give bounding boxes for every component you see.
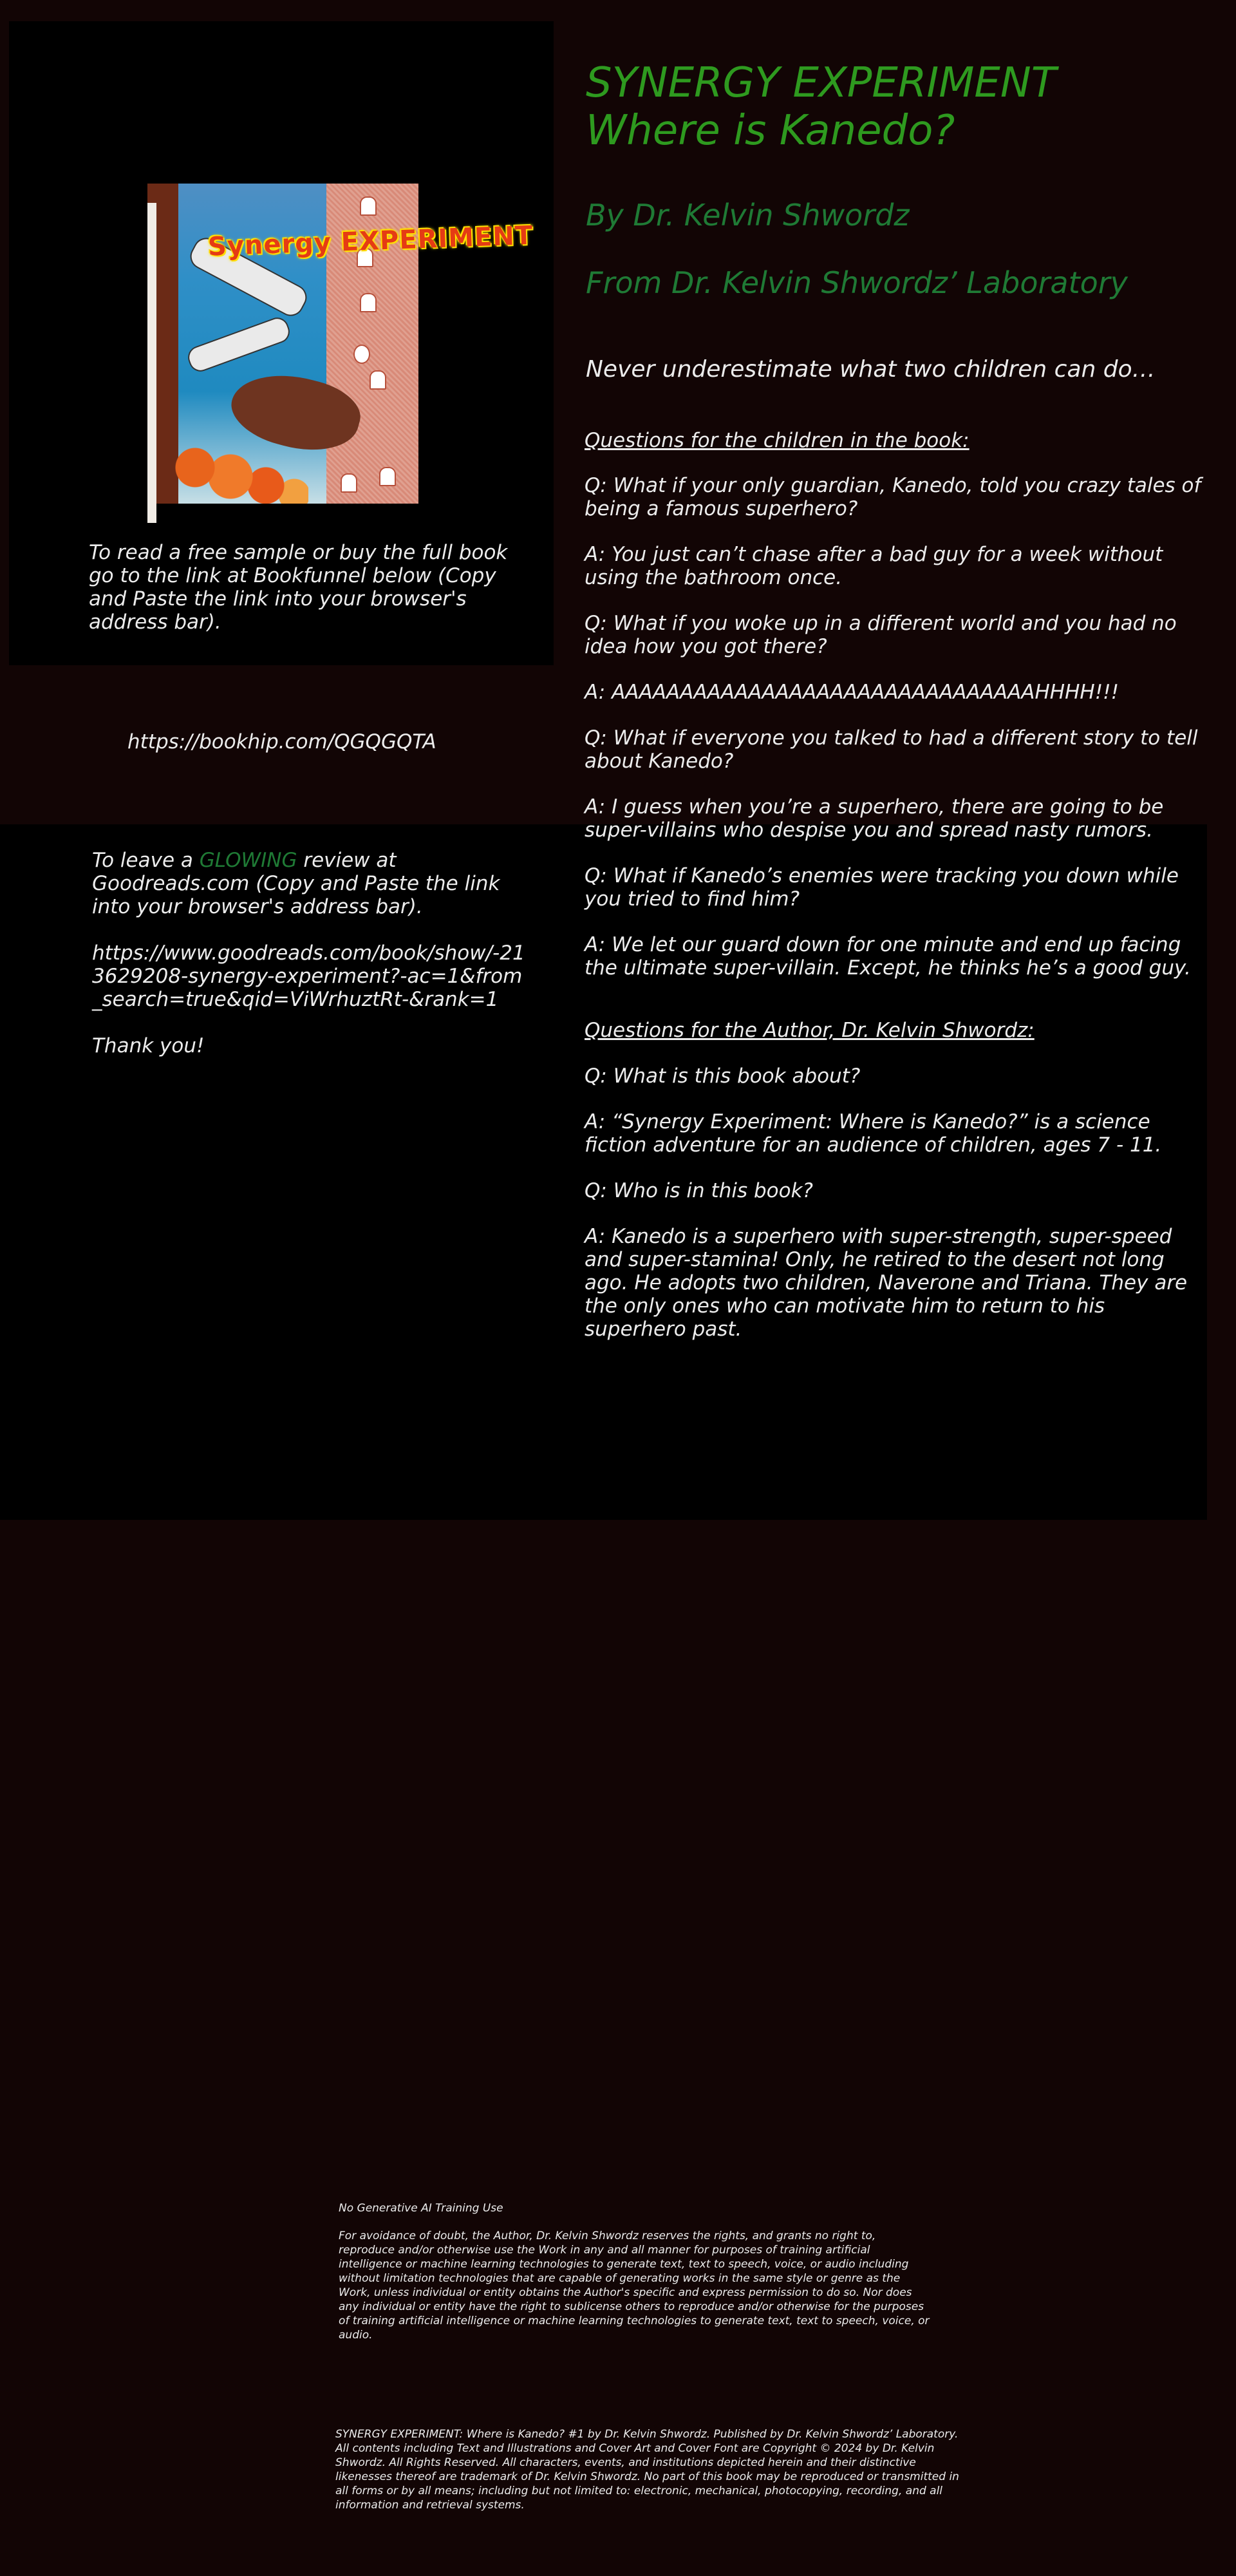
ai-notice-body: For avoidance of doubt, the Author, Dr. Kelvin Shwordz reserves the rights, and grants no right to, reproduce and/or otherwise use the Work in any and all manner for purposes of training artificial intelligence or machine learning technologies to generate text, text to speech, voice, or audio including without limitation technologies that are capable of generating works in the same style or genre as the Work, unless individual or entity obtains the Author's specific and express permission to do so. Nor does any individual or entity have the right to sublicense others to reproduce and/or otherwise for the purposes of training artificial intelligence or machine learning technologies to generate text, text to speech, voice, or audio. bbox=[339, 2230, 930, 2342]
tagline: Never underestimate what two children can do… bbox=[586, 356, 1156, 383]
bookfunnel-link[interactable]: https://bookhip.com/QGQGQTA bbox=[127, 730, 436, 753]
qa-item: Q: Who is in this book? bbox=[585, 1179, 813, 1202]
cover-window bbox=[360, 196, 377, 216]
qa-item: Q: What is this book about? bbox=[585, 1065, 861, 1088]
children-qa-heading: Questions for the children in the book: bbox=[585, 429, 969, 452]
qa-item: A: You just can’t chase after a bad guy for a week without using the bathroom once. bbox=[585, 543, 1170, 589]
review-text-before: To leave a bbox=[92, 849, 200, 872]
cover-logo: Synergy EXPERIMENT bbox=[207, 220, 534, 262]
book-cover-image bbox=[147, 184, 534, 504]
copyright-notice: SYNERGY EXPERIMENT: Where is Kanedo? #1 by Dr. Kelvin Shwordz. Published by Dr. Kelvin Shwordz’ Laboratory. All contents including Text and Illustrations and Cover Art and Cover Font are Copyright © 2024 by Dr. Kelvin Shwordz. All Rights Reserved. All characters, events, and institutions depicted herein and their distinctive likenesses thereof are trademark of Dr. Kelvin Shwordz. No part of this book may be reproduced or transmitted in all forms or by all means; including but not limited to: electronic, mechanical, photocopying, recording, and all information and retrieval systems. bbox=[335, 2428, 959, 2512]
review-text-after: review at Goodreads.com (Copy and Paste the link into your browser's address bar). bbox=[92, 849, 507, 918]
qa-item: A: Kanedo is a superhero with super-strength, super-speed and super-stamina! Only, he retired to the desert not long ago. He adopts two children, Naverone and Triana. They are the only ones who can motivate him to return to his superhero past. bbox=[585, 1225, 1194, 1341]
goodreads-link[interactable]: https://www.goodreads.com/book/show/-213629208-synergy-experiment?-ac=1&from_search=true&qid=ViWrhuztRt-&rank=1 bbox=[92, 942, 525, 1011]
book-subtitle: Where is Kanedo? bbox=[586, 107, 955, 155]
qa-item: Q: What if everyone you talked to had a different story to tell about Kanedo? bbox=[585, 726, 1204, 773]
author-byline: By Dr. Kelvin Shwordz bbox=[586, 198, 910, 232]
publisher-line: From Dr. Kelvin Shwordz’ Laboratory bbox=[586, 265, 1128, 300]
qa-item: Q: What if Kanedo’s enemies were tracking you down while you tried to find him? bbox=[585, 864, 1185, 911]
qa-item: Q: What if you woke up in a different world and you had no idea how you got there? bbox=[585, 612, 1183, 658]
sample-caption: To read a free sample or buy the full book go to the link at Bookfunnel below (Copy and Paste the link into your browser's address bar). bbox=[89, 541, 514, 634]
cover-window bbox=[353, 345, 370, 364]
author-qa-heading: Questions for the Author, Dr. Kelvin Shwordz: bbox=[585, 1019, 1035, 1042]
qa-item: A: AAAAAAAAAAAAAAAAAAAAAAAAAAAAAAAHHHH!!! bbox=[585, 681, 1119, 704]
review-highlight: GLOWING bbox=[199, 849, 297, 872]
qa-item: A: “Synergy Experiment: Where is Kanedo?” is a science fiction adventure for an audience of children, ages 7 - 11. bbox=[585, 1110, 1162, 1157]
thank-you: Thank you! bbox=[92, 1034, 205, 1057]
cover-window bbox=[379, 467, 396, 486]
cover-window bbox=[341, 473, 357, 493]
qa-item: A: We let our guard down for one minute and end up facing the ultimate super-villain. Except, he thinks he’s a good guy. bbox=[585, 933, 1191, 980]
cover-window bbox=[360, 293, 377, 312]
cover-window bbox=[370, 370, 386, 390]
review-block bbox=[92, 849, 530, 1057]
cover-city bbox=[167, 413, 308, 504]
qa-item: Q: What if your only guardian, Kanedo, told you crazy tales of being a famous superhero? bbox=[585, 474, 1208, 520]
ai-notice-title: No Generative AI Training Use bbox=[339, 2202, 503, 2215]
book-title: SYNERGY EXPERIMENT bbox=[586, 59, 1056, 107]
qa-item: A: I guess when you’re a superhero, there are going to be super-villains who despise you and spread nasty rumors. bbox=[585, 795, 1170, 842]
